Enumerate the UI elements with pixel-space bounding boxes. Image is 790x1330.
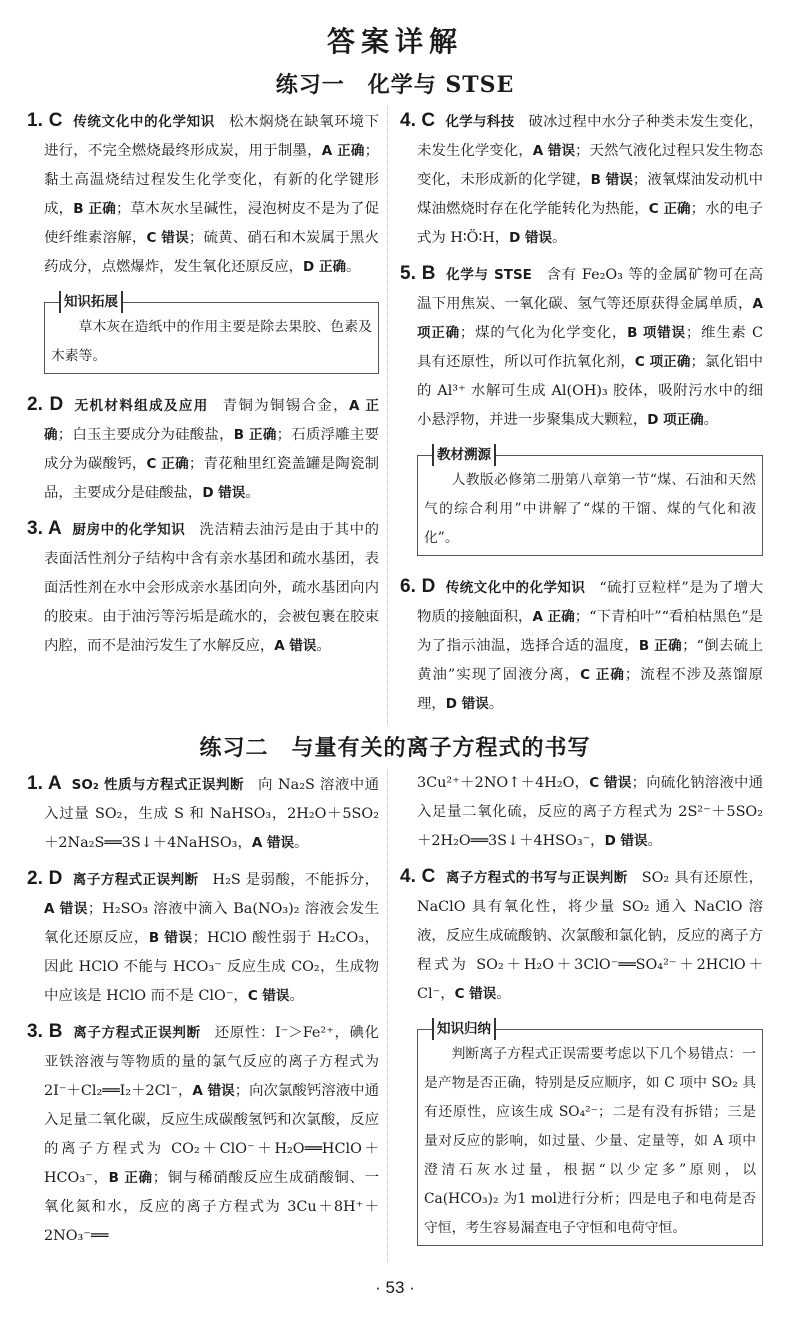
answer-item	[400, 106, 763, 253]
box-tag: 知识拓展	[59, 291, 123, 313]
explanation-text: 。	[289, 988, 304, 1004]
option-verdict: A 正确	[532, 609, 575, 625]
explanation-text: ；向次氯酸钙溶液中通入足量二氧化碳，反应生成碳酸氢钙和次氯酸，反应的离子方程式为 CO₂＋ClO⁻＋H₂O══HClO＋HCO₃⁻，	[44, 1083, 379, 1186]
answer-number: 4. C	[400, 866, 436, 887]
explanation-text: 。	[245, 485, 260, 501]
explanation-text: ；黏土高温烧结过程发生化学变化，有新的化学键形成，	[44, 143, 379, 217]
explanation-text: 。	[552, 230, 567, 246]
knowledge-box	[417, 1021, 763, 1246]
option-verdict: B 错误	[148, 930, 193, 946]
explanation-text: 松木焖烧在缺氧环境下进行，不完全燃烧最终形成炭，用于制墨，	[44, 114, 379, 159]
explanation-text: 。	[703, 412, 719, 428]
explanation-text: ；维生素 C 具有还原性，所以可作抗氧化剂，	[417, 325, 763, 370]
explanation-text: 还原性：I⁻＞Fe²⁺，碘化亚铁溶液与等物质的量的氯气反应的离子方程式为 2I⁻＋Cl₂══I₂＋2Cl⁻，	[44, 1025, 379, 1099]
section-title-2: 练习二 与量有关的离子方程式的书写	[199, 735, 591, 761]
answer-item	[27, 864, 379, 1011]
answer-topic: SO₂ 性质与方程式正误判断	[71, 777, 245, 793]
section2-right-column	[387, 769, 763, 1262]
explanation-text: 向 Na₂S 溶液中通入过量 SO₂，生成 S 和 NaHSO₃，2H₂O＋5SO₂＋2Na₂S══3S↓＋4NaHSO₃，	[44, 777, 380, 851]
explanation-text: ；HClO 酸性弱于 H₂CO₃，因此 HClO 不能与 HCO₃⁻ 反应生成 CO₂，生成物中应该是 HClO 而不是 ClO⁻，	[44, 930, 379, 1004]
option-verdict: D 错误	[202, 485, 246, 501]
answer-item	[27, 514, 379, 661]
answer-topic: 化学与科技	[445, 114, 515, 130]
option-verdict: D 错误	[604, 833, 648, 849]
answer-item	[27, 106, 379, 282]
answer-topic: 化学与 STSE	[445, 267, 532, 283]
explanation-text: 。	[647, 833, 662, 849]
option-verdict: A 正确	[44, 398, 379, 443]
answer-item	[27, 1017, 379, 1251]
section1-left-column	[27, 106, 387, 667]
option-verdict: D 项正确	[647, 412, 704, 428]
answer-topic: 无机材料组成及应用	[73, 398, 209, 414]
answer-number: 3. B	[27, 1021, 63, 1042]
answer-item	[400, 572, 763, 719]
option-verdict: A 错误	[274, 638, 317, 654]
option-verdict: A 错误	[192, 1083, 235, 1099]
option-verdict: A 错误	[251, 835, 294, 851]
explanation-text: 洗洁精去油污是由于其中的表面活性剂分子结构中含有亲水基团和疏水基团，表面活性剂在水中会形成亲水基团向外，疏水基团向内的胶束。由于油污等污垢是疏水的，会被包裹在胶束内腔，而不是油污发生了水解反应，	[44, 522, 380, 654]
answer-number: 1. C	[27, 110, 63, 131]
explanation-text: 。	[496, 986, 511, 1002]
explanation-text: ；煤的气化为化学变化，	[459, 325, 628, 341]
option-verdict: B 正确	[233, 427, 277, 443]
explanation-text: ；“倒去硫上黄油”实现了固液分离，	[417, 638, 763, 683]
option-verdict: A 项正确	[417, 296, 763, 341]
explanation-text: ；天然气液化过程只发生物态变化，未形成新的化学键，	[417, 143, 763, 188]
explanation-text: ；白玉主要成分为硅酸盐，	[57, 427, 234, 443]
answer-item	[400, 862, 763, 1009]
option-verdict: C 错误	[247, 988, 290, 1004]
option-verdict: C 错误	[454, 986, 497, 1002]
explanation-text: 。	[345, 259, 361, 275]
option-verdict: B 错误	[590, 172, 633, 188]
option-verdict: D 正确	[303, 259, 346, 275]
box-text: 判断离子方程式正误需要考虑以下几个易错点：一是产物是否正确，特别是反应顺序，如 C 项中 SO₂ 具有还原性，应该生成 SO₄²⁻；二是有没有拆错；三是量对反应的影响，如过量、少量、定量等，如 A 项中澄清石灰水过量，根据“以少定多”原则，以 Ca(HCO₃)₂ 为1 mol进行分析；四是电子和电荷是否守恒，考生容易漏查电子守恒和电荷守恒。	[424, 1046, 756, 1236]
option-verdict: B 正确	[73, 201, 116, 217]
answer-number: 4. C	[400, 110, 436, 131]
explanation-text: H₂S 是弱酸，不能拆分，	[212, 872, 379, 888]
section1-columns	[0, 106, 790, 725]
answer-topic: 传统文化中的化学知识	[72, 114, 215, 130]
option-verdict: B 正确	[108, 1170, 153, 1186]
option-verdict: B 项错误	[627, 325, 686, 341]
option-verdict: A 正确	[321, 143, 365, 159]
page-number: · 53 ·	[375, 1278, 415, 1297]
answer-topic: 离子方程式正误判断	[72, 872, 199, 888]
answer-number: 3. A	[27, 518, 62, 539]
explanation-text: ；青花釉里红瓷盖罐是陶瓷制品，主要成分是硅酸盐，	[44, 456, 379, 501]
box-text: 草木灰在造纸中的作用主要是除去果胶、色素及木素等。	[51, 319, 372, 364]
box-text: 人教版必修第二册第八章第一节“煤、石油和天然气的综合利用”中讲解了“煤的干馏、煤的气化和液化”。	[424, 472, 756, 546]
section2-columns	[0, 769, 790, 1262]
section-title-1: 练习一 化学与 STSE	[275, 72, 515, 98]
answer-topic: 厨房中的化学知识	[71, 522, 186, 538]
box-tag: 教材溯源	[432, 444, 496, 466]
answer-item	[27, 769, 379, 858]
explanation-text: “硫打豆粒样”是为了增大物质的接触面积，	[417, 580, 763, 625]
section2-left-column	[27, 769, 387, 1257]
explanation-text: ；硫黄、硝石和木炭属于黑火药成分，点燃爆炸，发生氧化还原反应，	[44, 230, 379, 275]
option-verdict: C 项正确	[634, 354, 691, 370]
option-verdict: C 错误	[589, 775, 632, 791]
option-verdict: C 正确	[648, 201, 691, 217]
explanation-text: ；铜与稀硝酸反应生成硝酸铜、一氧化氮和水，反应的离子方程式为 3Cu＋8H⁺＋2NO₃⁻══	[44, 1170, 379, 1244]
answer-number: 1. A	[27, 773, 62, 794]
answer-item	[400, 769, 763, 856]
answer-number: 2. D	[27, 868, 63, 889]
option-verdict: C 正确	[146, 456, 189, 472]
box-tag: 知识归纳	[432, 1018, 496, 1040]
option-verdict: A 错误	[44, 901, 88, 917]
explanation-text: 含有 Fe₂O₃ 等的金属矿物可在高温下用焦炭、一氧化碳、氢气等还原获得金属单质，	[417, 267, 763, 312]
option-verdict: C 正确	[580, 667, 625, 683]
explanation-text: 。	[316, 638, 331, 654]
answer-topic: 传统文化中的化学知识	[445, 580, 586, 596]
page-title: 答案详解	[326, 25, 463, 58]
explanation-text: SO₂ 具有还原性，NaClO 具有氧化性，将少量 SO₂ 通入 NaClO 溶液，反应生成硫酸钠、次氯酸和氯化钠，反应的离子方程式为 SO₂＋H₂O＋3ClO⁻══SO₄²⁻＋2HClO＋Cl⁻，	[417, 870, 764, 1002]
knowledge-box	[44, 294, 379, 374]
answer-item	[27, 390, 379, 508]
explanation-text: ；石质浮雕主要成分为碳酸钙，	[44, 427, 379, 472]
explanation-text: ；草木灰水呈碱性，浸泡树皮不是为了促使纤维素溶解，	[44, 201, 379, 246]
explanation-text: ；H₂SO₃ 溶液中滴入 Ba(NO₃)₂ 溶液会发生氧化还原反应，	[44, 901, 379, 946]
explanation-text: 破冰过程中水分子种类未发生变化，未发生化学变化，	[417, 114, 763, 159]
option-verdict: D 错误	[445, 696, 489, 712]
explanation-text: 。	[294, 835, 309, 851]
explanation-text: ；向硫化钠溶液中通入足量二氧化硫，反应的离子方程式为 2S²⁻＋5SO₂＋2H₂O══3S↓＋4HSO₃⁻，	[417, 775, 763, 849]
option-verdict: A 错误	[532, 143, 576, 159]
section-1	[0, 62, 790, 725]
option-verdict: D 错误	[509, 230, 553, 246]
answer-topic: 离子方程式的书写与正误判断	[445, 870, 628, 886]
answer-number: 5. B	[400, 263, 436, 284]
explanation-text: ；液氧煤油发动机中煤油燃烧时存在化学能转化为热能，	[417, 172, 763, 217]
option-verdict: C 错误	[146, 230, 189, 246]
section-2	[0, 725, 790, 1262]
explanation-text: 。	[488, 696, 504, 712]
answer-number: 6. D	[400, 576, 436, 597]
section1-right-column	[387, 106, 763, 725]
answer-number: 2. D	[27, 394, 64, 415]
explanation-text: ；“下青柏叶”“看柏枯黑色”是为了指示油温，选择合适的温度，	[417, 609, 763, 654]
explanation-text: ；氯化铝中的 Al³⁺ 水解可生成 Al(OH)₃ 胶体，吸附污水中的细小悬浮物，并进一步聚集成大颗粒，	[417, 354, 763, 428]
knowledge-box	[417, 447, 763, 556]
explanation-text: 青铜为铜锡合金，	[222, 398, 349, 414]
option-verdict: B 正确	[638, 638, 683, 654]
answer-item	[400, 259, 763, 435]
explanation-text: ；水的电子式为 H∶Ö∶H，	[417, 201, 763, 246]
explanation-text: 3Cu²⁺＋2NO↑＋4H₂O，	[417, 775, 590, 791]
answer-topic: 离子方程式正误判断	[72, 1025, 201, 1041]
explanation-text: ；流程不涉及蒸馏原理，	[417, 667, 763, 712]
